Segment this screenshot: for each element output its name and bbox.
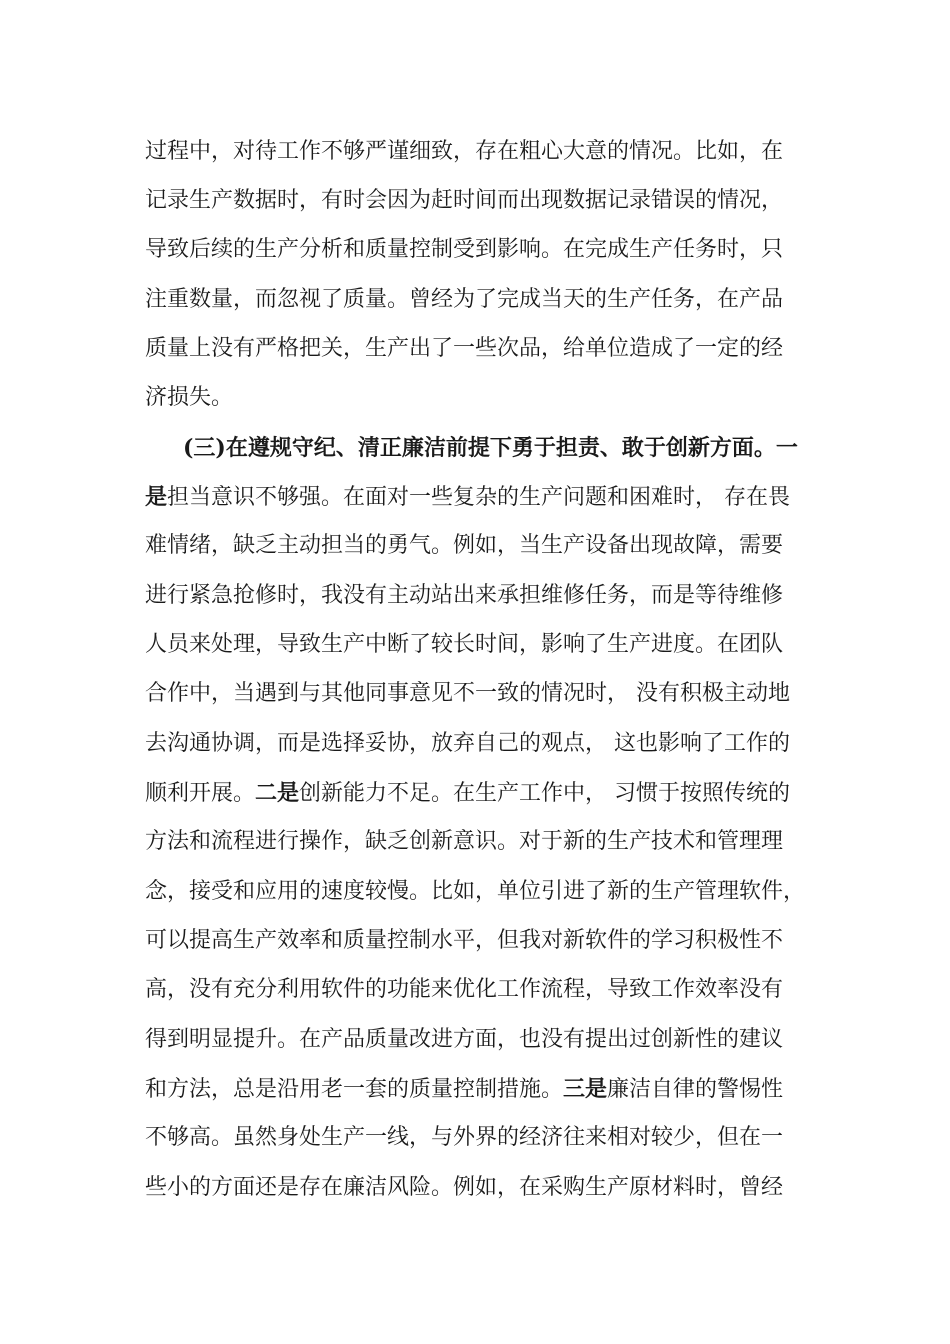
text-run: 过程中，对待工作不够严谨细致，存在粗心大意的情况。比如，在 [145,139,784,164]
text-line [145,926,825,956]
text-line [145,729,825,759]
text-line [145,383,825,413]
section-heading-line [183,433,825,464]
bold-run: 二是 [255,780,300,806]
text-run: 导致后续的生产分析和质量控制受到影响。在完成生产任务时，只 [145,237,784,262]
bold-run: 是 [145,484,168,510]
text-run: 廉洁自律的警惕性 [607,1077,784,1102]
text-run: 些小的方面还是存在廉洁风险。例如，在采购生产原材料时，曾经 [145,1175,784,1200]
bold-run: 三是 [563,1076,608,1102]
text-line [145,531,825,561]
text-run: 方法和流程进行操作，缺乏创新意识。对于新的生产技术和管理理 [145,829,784,854]
text-line [145,334,825,364]
text-run: 合作中，当遇到与其他同事意见不一致的情况时， 没有积极主动地 [145,681,790,706]
text-line [145,482,825,513]
text-line [145,975,825,1005]
text-run: 不够高。虽然身处生产一线，与外界的经济往来相对较少，但在一 [145,1125,784,1150]
text-run: 创新能力不足。在生产工作中， 习惯于按照传统的 [299,781,791,806]
text-line [145,1123,825,1153]
text-run: 质量上没有严格把关，生产出了一些次品，给单位造成了一定的经 [145,336,784,361]
text-run: 可以提高生产效率和质量控制水平，但我对新软件的学习积极性不 [145,928,784,953]
text-run: 念，接受和应用的速度较慢。比如，单位引进了新的生产管理软件， [145,879,806,904]
text-line [145,1173,825,1203]
text-line [145,1025,825,1055]
text-run: 进行紧急抢修时，我没有主动站出来承担维修任务，而是等待维修 [145,583,784,608]
text-run: 难情绪，缺乏主动担当的勇气。例如，当生产设备出现故障，需要 [145,533,784,558]
text-run: 记录生产数据时，有时会因为赶时间而出现数据记录错误的情况， [145,188,784,213]
text-run: 得到明显提升。在产品质量改进方面，也没有提出过创新性的建议 [145,1027,784,1052]
text-run: 顺利开展。 [145,781,256,806]
text-run: 和方法，总是沿用老一套的质量控制措施。 [145,1077,564,1102]
text-line [145,137,825,167]
text-line [145,1074,825,1105]
text-run: 人员来处理，导致生产中断了较长时间，影响了生产进度。在团队 [145,632,784,657]
text-line [145,285,825,315]
text-run: 注重数量，而忽视了质量。曾经为了完成当天的生产任务，在产品 [145,287,784,312]
text-line [145,827,825,857]
section-heading: (三)在遵规守纪、清正廉洁前提下勇于担责、敢于创新方面。一 [183,435,798,461]
text-line [145,877,825,907]
text-run: 去沟通协调，而是选择妥协，放弃自己的观点， 这也影响了工作的 [145,731,790,756]
text-line [145,235,825,265]
text-line [145,186,825,216]
text-line [145,581,825,611]
text-line [145,778,825,809]
text-run: 担当意识不够强。在面对一些复杂的生产问题和困难时， 存在畏 [167,485,791,510]
text-run: 高，没有充分利用软件的功能来优化工作流程，导致工作效率没有 [145,977,784,1002]
text-line [145,679,825,709]
text-run: 济损失。 [145,385,234,410]
text-line [145,630,825,660]
